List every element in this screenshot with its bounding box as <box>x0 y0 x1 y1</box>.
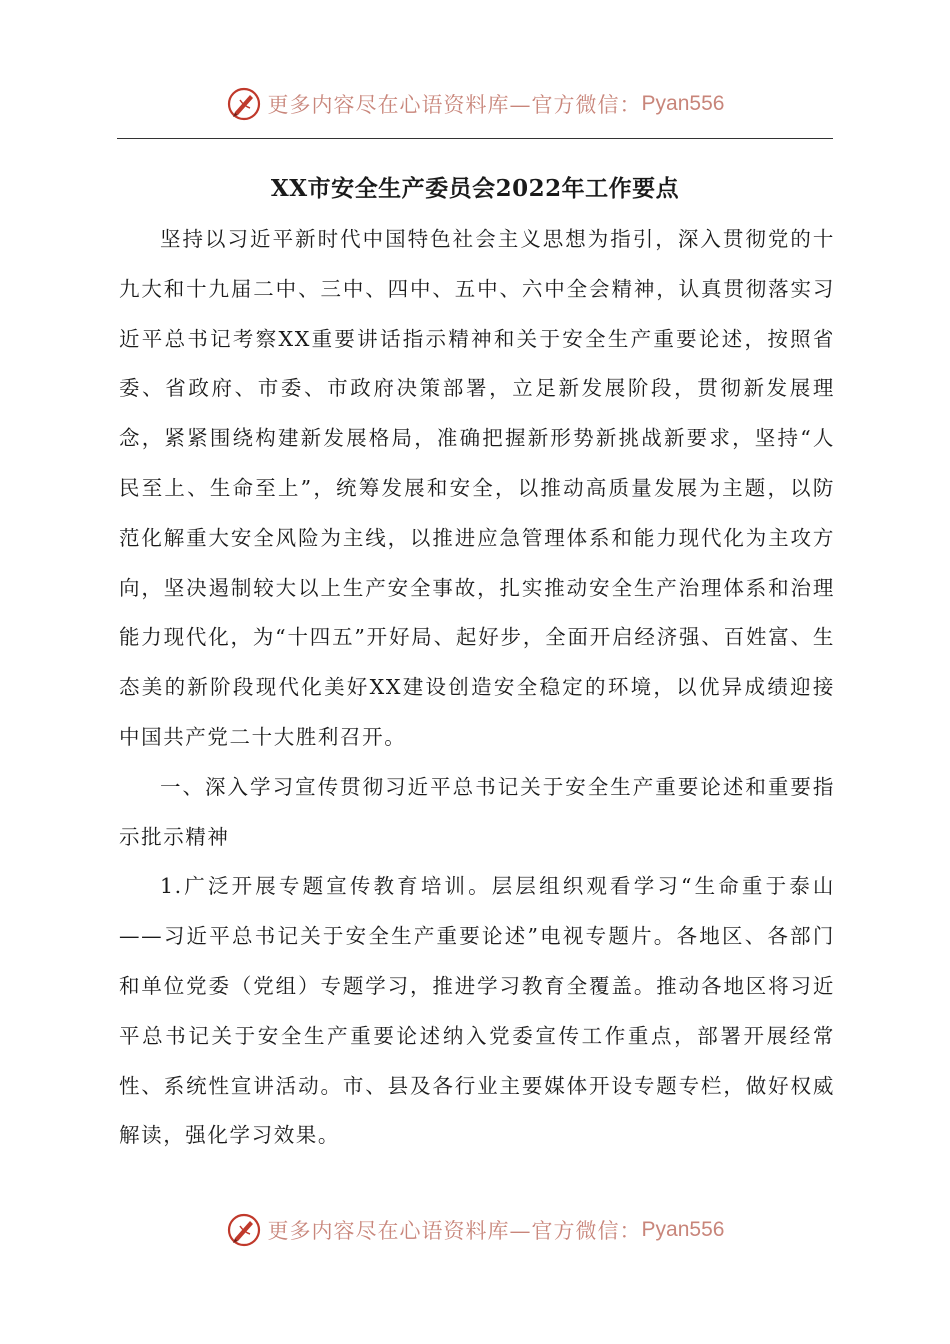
pen-logo-icon <box>226 85 264 123</box>
intro-paragraph: 坚持以习近平新时代中国特色社会主义思想为指引，深入贯彻党的十九大和十九届二中、三中、四中、五中、六中全会精神，认真贯彻落实习近平总书记考察XX重要讲话指示精神和关于安全生产重要论述，按照省委、省政府、市委、市政府决策部署，立足新发展阶段，贯彻新发展理念，紧紧围绕构建新发展格局，准确把握新形势新挑战新要求，坚持“人民至上、生命至上”，统筹发展和安全，以推动高质量发展为主题，以防范化解重大安全风险为主线，以推进应急管理体系和能力现代化为主攻方向，坚决遏制较大以上生产安全事故，扎实推动安全生产治理体系和治理能力现代化，为“十四五”开好局、起好步，全面开启经济强、百姓富、生态美的新阶段现代化美好XX建设创造安全稳定的环境，以优异成绩迎接中国共产党二十大胜利召开。 <box>119 227 835 749</box>
pen-logo-icon <box>226 1211 264 1249</box>
document-body <box>119 215 835 1161</box>
footer-banner-text: 更多内容尽在心语资料库—官方微信： <box>267 1219 642 1243</box>
item-paragraph-1: 1.广泛开展专题宣传教育培训。层层组织观看学习“生命重于泰山——习近平总书记关于安全生产重要论述”电视专题片。各地区、各部门和单位党委（党组）专题学习，推进学习教育全覆盖。推动各地区将习近平总书记关于安全生产重要论述纳入党委宣传工作重点，部署开展经常性、系统性宣讲活动。市、县及各行业主要媒体开设专题专栏，做好权威解读，强化学习效果。 <box>119 874 835 1148</box>
section-heading-1: 一、深入学习宣传贯彻习近平总书记关于安全生产重要论述和重要指示批示精神 <box>119 774 835 849</box>
footer-watermark-banner <box>0 1210 950 1250</box>
header-divider <box>117 138 833 139</box>
header-wechat-id: Pyan556 <box>641 92 725 115</box>
document-title: XX市安全生产委员会2022年工作要点 <box>270 175 680 202</box>
header-banner-text: 更多内容尽在心语资料库—官方微信： <box>267 93 642 117</box>
footer-wechat-id: Pyan556 <box>641 1218 725 1241</box>
header-watermark-banner <box>0 84 950 124</box>
